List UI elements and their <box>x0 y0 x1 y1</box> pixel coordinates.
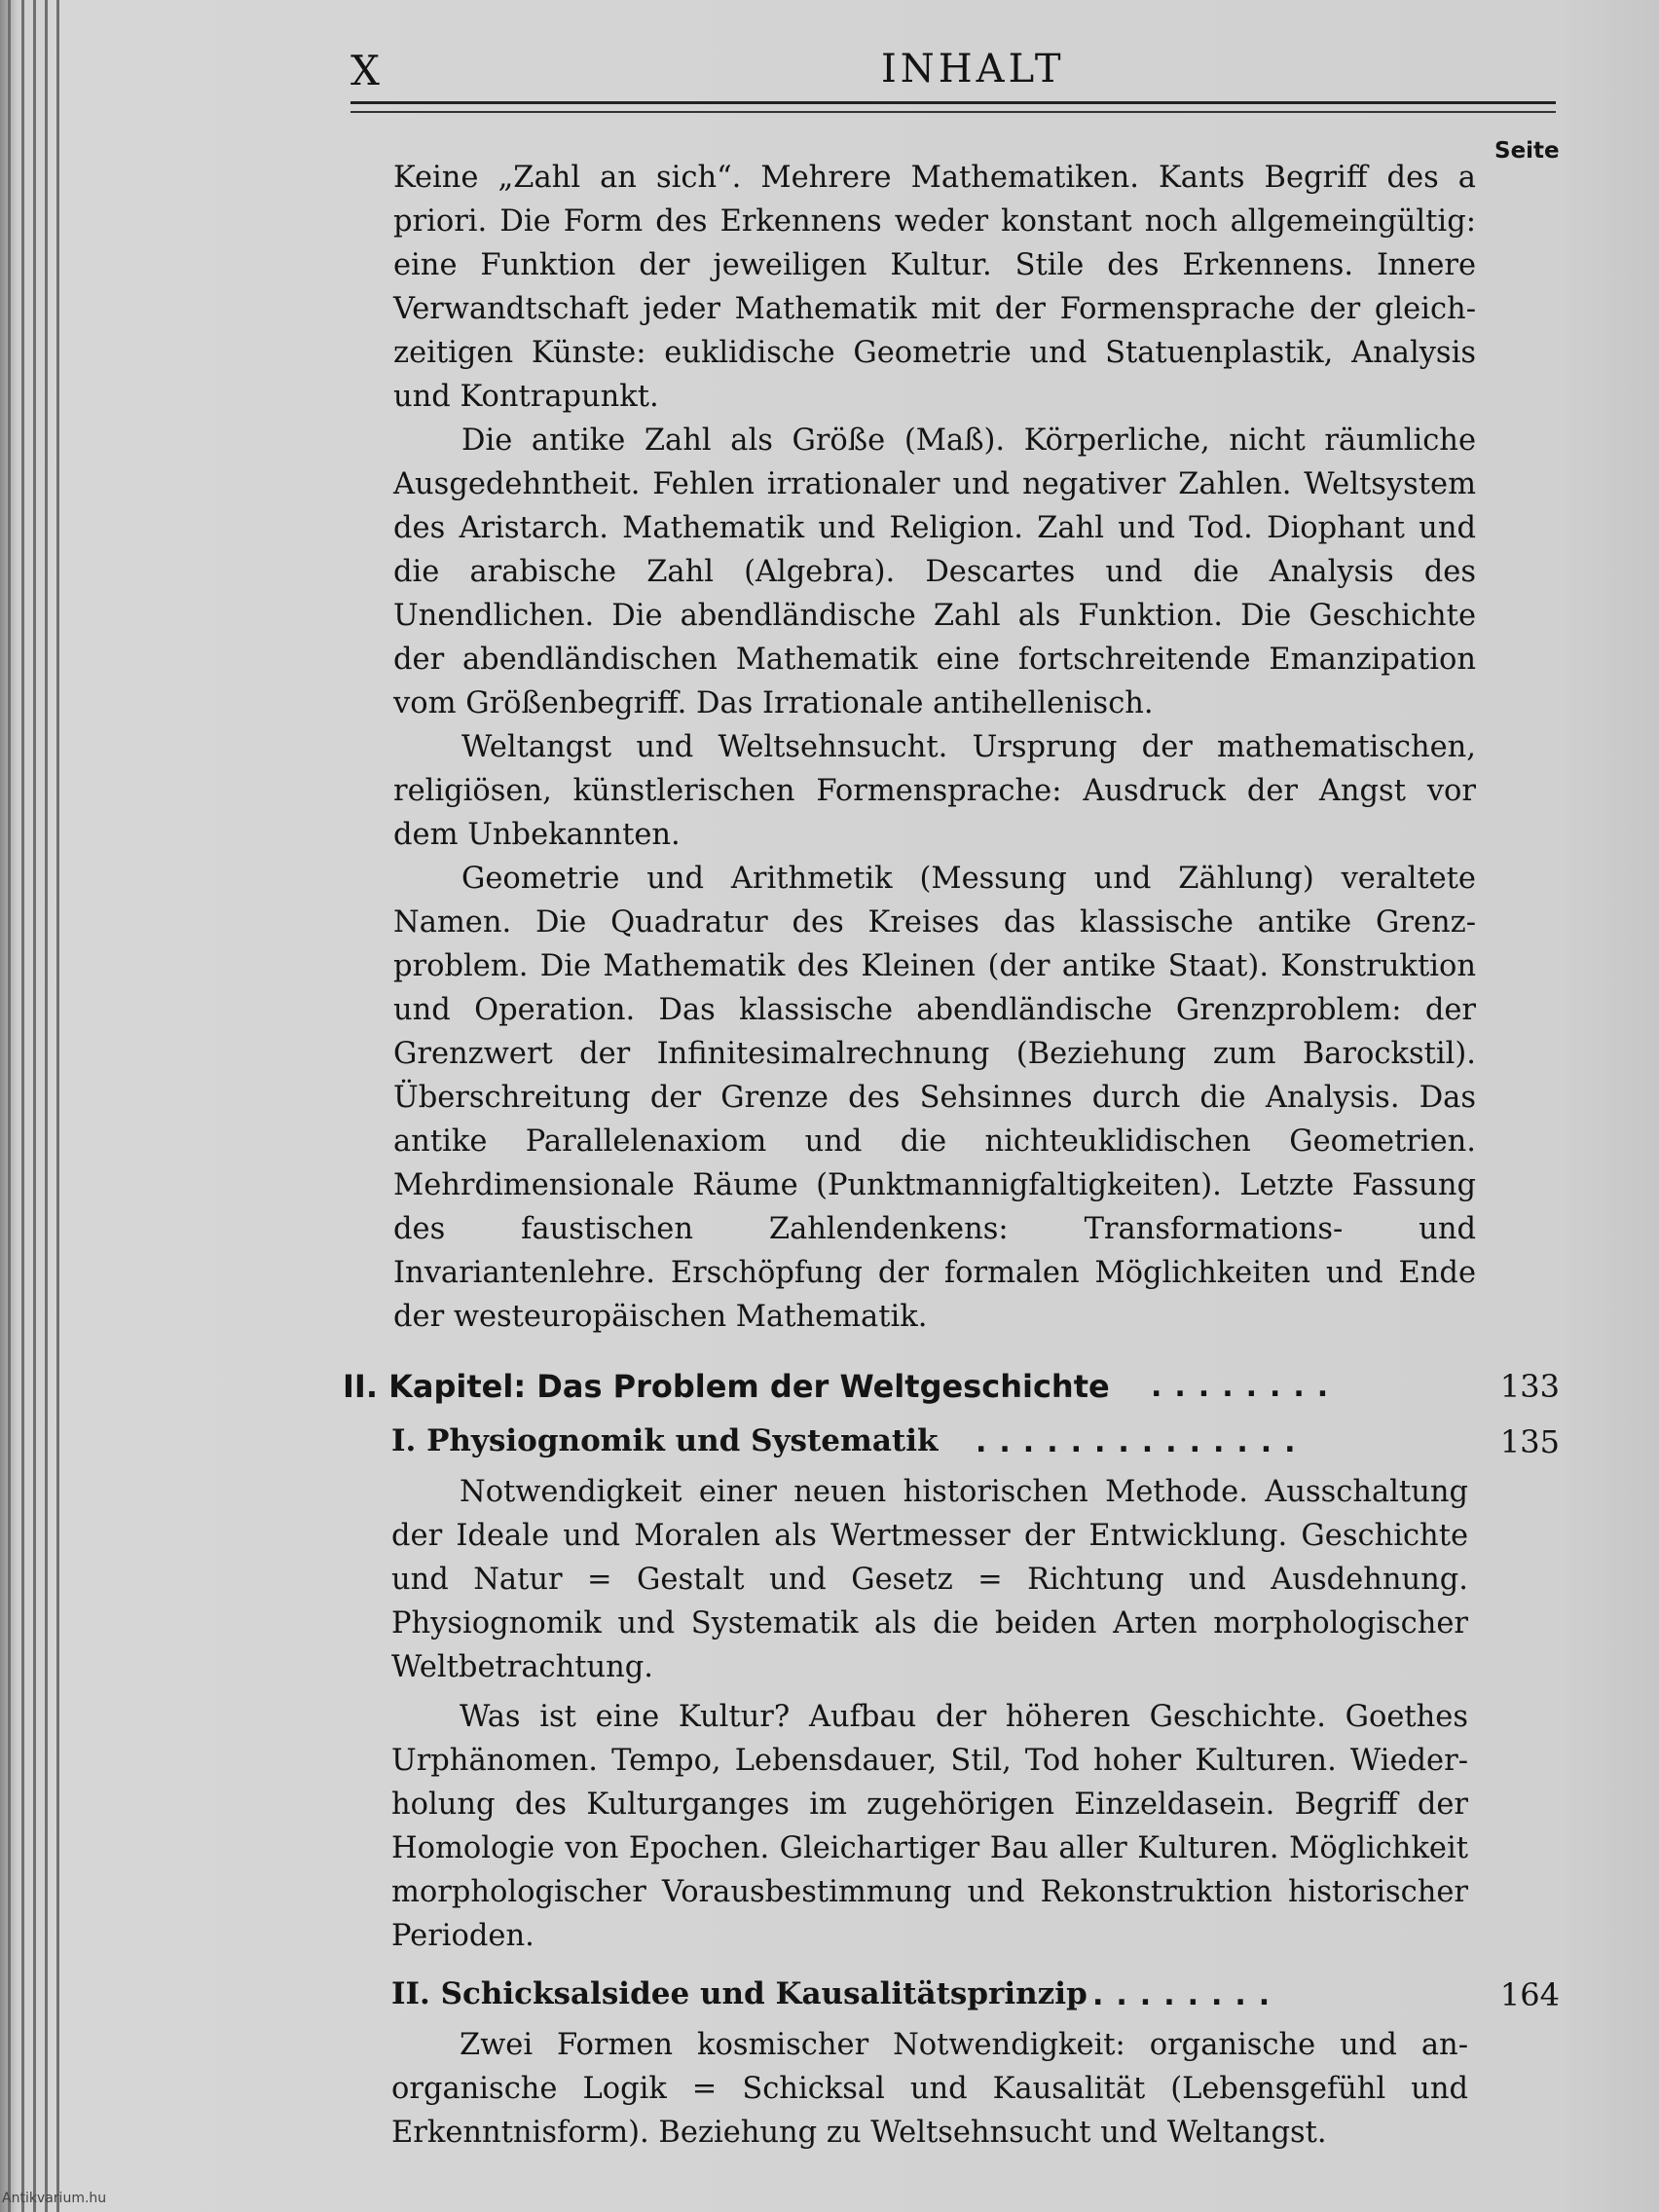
page-header <box>350 47 1558 105</box>
chapter-page: 133 <box>1499 1368 1560 1405</box>
leader-dots: ........ <box>1092 1978 1283 2012</box>
toc-section-entry[interactable] <box>391 1423 1560 1468</box>
header-rule <box>350 101 1556 104</box>
toc-text-block <box>391 1470 1468 1958</box>
leader-dots: ........ <box>1151 1370 1342 1404</box>
watermark: Antikvarium.hu <box>2 2191 107 2206</box>
toc-paragraph: Keine „Zahl an sich“. Mehrere Mathematiken. Kants Begriff des a priori. Die Form des Erkennens weder konstant noch allgemeingültig: eine Funktion der jeweiligen Kultur. Stile des Erkennens. Innere Verwandtschaft jeder Mathematik mit der Formensprache der gleichzeitigen Künste: euklidische Geometrie und Statuenplastik, Analysis und Kontrapunkt. <box>393 161 1476 414</box>
leader-dots: .............. <box>976 1425 1309 1459</box>
section-page: 135 <box>1499 1423 1560 1460</box>
header-rule-thin <box>350 111 1556 113</box>
toc-section-entry[interactable] <box>391 1976 1560 2021</box>
running-title: INHALT <box>881 47 1065 92</box>
toc-paragraph: Die antike Zahl als Größe (Maß). Körperliche, nicht räumliche Ausgedehntheit. Fehlen irrationaler und negativer Zahlen. Weltsystem des Aristarch. Mathematik und Religion. Zahl und Tod. Diophant und die arabische Zahl (Algebra). Descartes und die Analysis des Unendlichen. Die abendländische Zahl als Funktion. Die Geschichte der abendländischen Mathematik eine fortschreitende Emanzipation vom Größenbegriff. Das Irrationale antihellenisch. <box>393 424 1476 720</box>
toc-text-block <box>391 2023 1468 2155</box>
toc-paragraph: Was ist eine Kultur? Aufbau der höheren Geschichte. Goethes Urphänomen. Tempo, Lebensdauer, Stil, Tod hoher Kulturen. Wiederholung des Kulturganges im zugehörigen Einzeldasein. Begriff der Homologie von Epochen. Gleichartiger Bau aller Kulturen. Möglichkeit morphologischer Vorausbestimmung und Rekonstruktion historischer Perioden. <box>391 1700 1468 1953</box>
toc-text-block <box>393 156 1476 1339</box>
page-number: X <box>350 47 382 94</box>
book-spine-edge <box>0 0 68 2212</box>
toc-paragraph: Zwei Formen kosmischer Notwendigkeit: organische und anorganische Logik = Schicksal und Kausalität (Lebensgefühl und Erkenntnisform). Beziehung zu Weltsehnsucht und Weltangst. <box>391 2028 1468 2150</box>
chapter-title: II. Kapitel: Das Problem der Weltgeschichte <box>343 1368 1110 1405</box>
section-title: I. Physiognomik und Systematik <box>391 1423 939 1458</box>
toc-paragraph: Geometrie und Arithmetik (Messung und Zählung) veraltete Namen. Die Quadratur des Kreises das klassische antike Grenzproblem. Die Mathematik des Kleinen (der antike Staat). Konstruktion und Operation. Das klassische abendländische Grenzproblem: der Grenzwert der Infinitesimalrechnung (Beziehung zum Barockstil). Überschreitung der Grenze des Sehsinnes durch die Analysis. Das antike Parallelenaxiom und die nichteuklidischen Geometrien. Mehrdimensionale Räume (Punktmannigfaltigkeiten). Letzte Fassung des faustischen Zahlendenkens: Transformations- und Invariantenlehre. Erschöpfung der formalen Möglichkeiten und Ende der westeuropäischen Mathematik. <box>393 862 1476 1334</box>
seite-label: Seite <box>1494 138 1560 164</box>
toc-paragraph: Weltangst und Weltsehnsucht. Ursprung der mathematischen, religiösen, künstlerischen Formensprache: Ausdruck der Angst vor dem Unbekannten. <box>393 730 1476 852</box>
section-page: 164 <box>1499 1976 1560 2013</box>
toc-paragraph: Notwendigkeit einer neuen historischen Methode. Ausschaltung der Ideale und Moralen als Wertmesser der Entwicklung. Geschichte und Natur = Gestalt und Gesetz = Richtung und Ausdehnung. Physiognomik und Systematik als die beiden Arten morphologischer Weltbetrachtung. <box>391 1475 1468 1684</box>
section-title: II. Schicksalsidee und Kausalitätsprinzip <box>391 1976 1088 2011</box>
toc-chapter-entry[interactable] <box>343 1368 1560 1413</box>
